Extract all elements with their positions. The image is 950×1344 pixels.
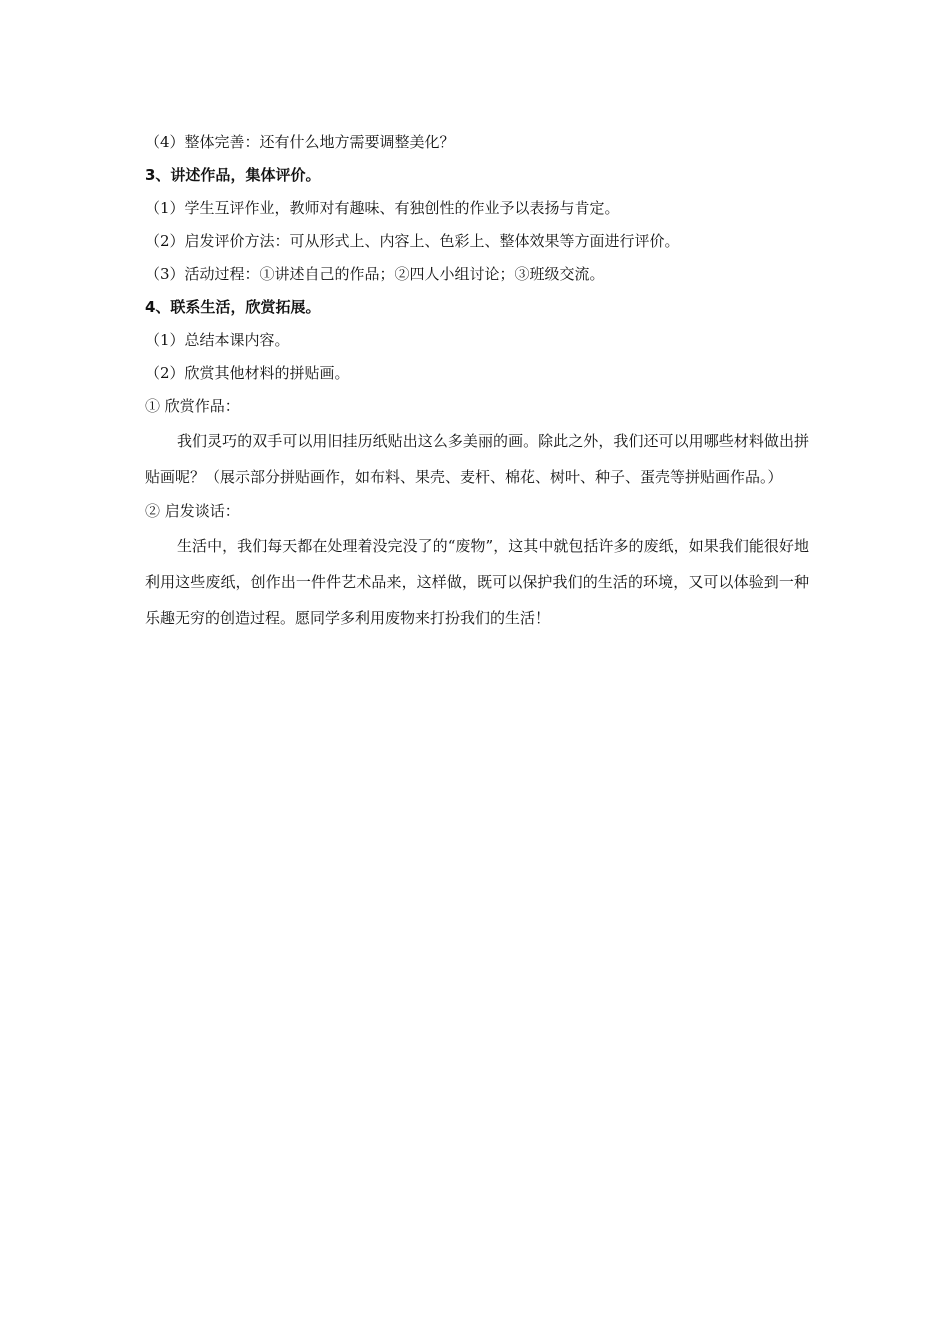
item-peer-review: （1）学生互评作业，教师对有趣味、有独创性的作业予以表扬与肯定。 — [145, 199, 620, 217]
sub-inspire-talk: ② 启发谈话： — [145, 502, 240, 520]
document-body — [145, 126, 809, 636]
section-4-heading: 4、联系生活，欣赏拓展。 — [145, 298, 321, 316]
sub-appreciate-works: ① 欣赏作品： — [145, 397, 240, 415]
item-appreciate-materials: （2）欣赏其他材料的拼贴画。 — [145, 364, 350, 382]
paragraph-talk: 生活中，我们每天都在处理着没完没了的“废物”，这其中就包括许多的废纸，如果我们能很好地利用这些废纸，创作出一件件艺术品来，这样做，既可以保护我们的生活的环境，又可以体验到一种乐趣无穷的创造过程。愿同学多利用废物来打扮我们的生活！ — [145, 537, 809, 627]
item-activity-process: （3）活动过程：①讲述自己的作品；②四人小组讨论；③班级交流。 — [145, 265, 605, 283]
section-3-heading: 3、讲述作品，集体评价。 — [145, 166, 321, 184]
item-evaluation-methods: （2）启发评价方法：可从形式上、内容上、色彩上、整体效果等方面进行评价。 — [145, 232, 680, 250]
step-4-refine: （4）整体完善：还有什么地方需要调整美化？ — [145, 133, 455, 151]
paragraph-appreciate: 我们灵巧的双手可以用旧挂历纸贴出这么多美丽的画。除此之外，我们还可以用哪些材料做出拼贴画呢？（展示部分拼贴画作，如布料、果壳、麦杆、棉花、树叶、种子、蛋壳等拼贴画作品。） — [145, 432, 809, 486]
item-summary: （1）总结本课内容。 — [145, 331, 290, 349]
